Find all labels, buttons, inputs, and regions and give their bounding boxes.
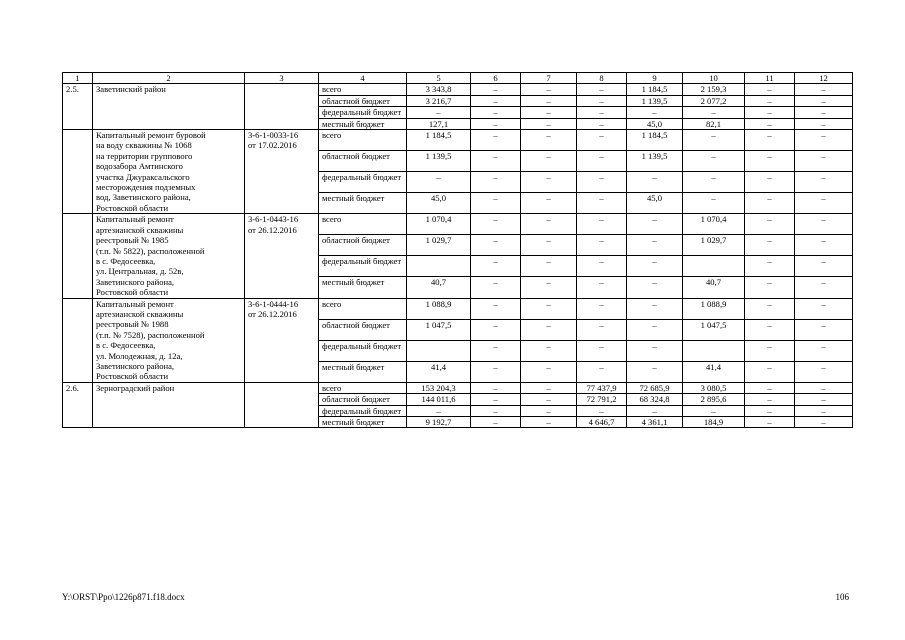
amount-cell: – (627, 107, 683, 118)
funding-source-cell: всего (319, 382, 407, 393)
amount-cell: – (745, 340, 795, 361)
amount-cell: – (471, 84, 521, 95)
document-ref-cell: 3-6-1-0443-16 от 26.12.2016 (245, 214, 319, 298)
amount-cell: – (745, 298, 795, 319)
funding-source-cell: областной бюджет (319, 319, 407, 340)
funding-source-cell: местный бюджет (319, 277, 407, 298)
document-ref-cell: 3-6-1-0444-16 от 26.12.2016 (245, 298, 319, 382)
amount-cell: 40,7 (407, 277, 471, 298)
amount-cell: – (471, 361, 521, 382)
funding-source-cell: всего (319, 84, 407, 95)
amount-cell: 1 029,7 (683, 235, 745, 256)
amount-cell: – (577, 193, 627, 214)
amount-cell: 72 685,9 (627, 382, 683, 393)
amount-cell: – (627, 235, 683, 256)
file-path: Y:\ORST\Ppo\1226p871.f18.docx (62, 592, 185, 602)
amount-cell: – (471, 405, 521, 416)
page-number: 106 (835, 592, 849, 602)
amount-cell: – (577, 172, 627, 193)
amount-cell (683, 340, 745, 361)
amount-cell: – (471, 193, 521, 214)
amount-cell: – (795, 130, 853, 151)
funding-source-cell: областной бюджет (319, 394, 407, 405)
amount-cell: – (521, 235, 577, 256)
amount-cell: 127,1 (407, 118, 471, 129)
amount-cell: – (577, 130, 627, 151)
table-row (63, 382, 853, 393)
amount-cell: 82,1 (683, 118, 745, 129)
amount-cell: – (683, 151, 745, 172)
amount-cell: 1 184,5 (407, 130, 471, 151)
funding-source-cell: местный бюджет (319, 193, 407, 214)
amount-cell: – (471, 235, 521, 256)
funding-source-cell: областной бюджет (319, 95, 407, 106)
section-number-cell (63, 130, 93, 214)
document-ref-cell (245, 84, 319, 130)
amount-cell: 1 139,5 (627, 151, 683, 172)
amount-cell: – (795, 151, 853, 172)
amount-cell: – (577, 118, 627, 129)
amount-cell: 1 047,5 (407, 319, 471, 340)
column-header: 10 (683, 73, 745, 84)
amount-cell: 2 159,3 (683, 84, 745, 95)
amount-cell: – (745, 193, 795, 214)
amount-cell: – (745, 130, 795, 151)
amount-cell: – (521, 107, 577, 118)
object-name-cell: Капитальный ремонт артезианской скважины реестровый № 1988 (т.п. № 7528), расположенной в с. Федосеевка, ул. Молодежная, д. 12а, Заветинского района, Ростовской области (93, 298, 245, 382)
amount-cell: 9 192,7 (407, 417, 471, 428)
funding-source-cell: местный бюджет (319, 361, 407, 382)
amount-cell: – (577, 84, 627, 95)
table-body (63, 73, 853, 428)
column-header: 11 (745, 73, 795, 84)
amount-cell: – (627, 172, 683, 193)
funding-source-cell: федеральный бюджет (319, 256, 407, 277)
amount-cell: – (627, 405, 683, 416)
amount-cell: – (745, 214, 795, 235)
amount-cell: – (521, 256, 577, 277)
amount-cell: – (407, 172, 471, 193)
amount-cell: 2 077,2 (683, 95, 745, 106)
amount-cell (407, 256, 471, 277)
amount-cell: 1 047,5 (683, 319, 745, 340)
amount-cell: – (745, 394, 795, 405)
amount-cell: – (795, 172, 853, 193)
document-ref-cell (245, 382, 319, 428)
amount-cell: 144 011,6 (407, 394, 471, 405)
amount-cell: – (795, 417, 853, 428)
table-row (63, 298, 853, 319)
amount-cell: – (521, 214, 577, 235)
amount-cell: – (521, 118, 577, 129)
amount-cell: – (795, 214, 853, 235)
amount-cell: – (521, 340, 577, 361)
table-row (63, 214, 853, 235)
column-header: 9 (627, 73, 683, 84)
object-name-cell: Заветинский район (93, 84, 245, 130)
amount-cell: – (521, 95, 577, 106)
amount-cell: – (745, 319, 795, 340)
amount-cell: – (795, 298, 853, 319)
amount-cell: 4 361,1 (627, 417, 683, 428)
column-header: 12 (795, 73, 853, 84)
column-header: 8 (577, 73, 627, 84)
amount-cell: – (627, 298, 683, 319)
amount-cell: – (627, 319, 683, 340)
amount-cell: 4 646,7 (577, 417, 627, 428)
amount-cell: – (795, 277, 853, 298)
amount-cell: 1 139,5 (627, 95, 683, 106)
amount-cell: 3 343,8 (407, 84, 471, 95)
amount-cell: – (521, 172, 577, 193)
amount-cell: 1 029,7 (407, 235, 471, 256)
funding-source-cell: областной бюджет (319, 235, 407, 256)
amount-cell: – (683, 130, 745, 151)
header-row (63, 73, 853, 84)
table-row (63, 84, 853, 95)
amount-cell: – (795, 235, 853, 256)
amount-cell: 2 895,6 (683, 394, 745, 405)
funding-table (62, 72, 853, 428)
amount-cell: – (627, 214, 683, 235)
amount-cell: – (471, 382, 521, 393)
amount-cell: – (471, 256, 521, 277)
column-header: 4 (319, 73, 407, 84)
amount-cell: – (745, 235, 795, 256)
amount-cell: – (521, 361, 577, 382)
amount-cell: – (521, 405, 577, 416)
amount-cell: 45,0 (627, 118, 683, 129)
amount-cell: – (471, 130, 521, 151)
amount-cell: – (521, 417, 577, 428)
object-name-cell: Зерноградский район (93, 382, 245, 428)
amount-cell: – (683, 107, 745, 118)
amount-cell: – (577, 298, 627, 319)
amount-cell: – (577, 151, 627, 172)
column-header: 3 (245, 73, 319, 84)
amount-cell: – (745, 151, 795, 172)
amount-cell: 41,4 (683, 361, 745, 382)
amount-cell: – (627, 277, 683, 298)
amount-cell: – (795, 256, 853, 277)
column-header: 1 (63, 73, 93, 84)
amount-cell: – (745, 172, 795, 193)
amount-cell: 184,9 (683, 417, 745, 428)
funding-source-cell: федеральный бюджет (319, 172, 407, 193)
amount-cell: 1 070,4 (683, 214, 745, 235)
amount-cell: – (521, 382, 577, 393)
amount-cell: – (795, 84, 853, 95)
amount-cell: – (407, 107, 471, 118)
amount-cell: – (521, 193, 577, 214)
amount-cell: 153 204,3 (407, 382, 471, 393)
amount-cell: – (471, 394, 521, 405)
amount-cell: 1 070,4 (407, 214, 471, 235)
amount-cell: – (577, 319, 627, 340)
amount-cell: – (471, 172, 521, 193)
amount-cell: 41,4 (407, 361, 471, 382)
amount-cell: – (745, 84, 795, 95)
amount-cell: – (577, 277, 627, 298)
amount-cell: – (471, 277, 521, 298)
amount-cell: – (521, 130, 577, 151)
amount-cell: – (745, 107, 795, 118)
funding-source-cell: федеральный бюджет (319, 340, 407, 361)
amount-cell: – (407, 405, 471, 416)
object-name-cell: Капитальный ремонт буровой на воду скважины № 1068 на территории группового водозабора Амтинского участка Джураксальского месторождения подземных вод, Заветинского района, Ростовской области (93, 130, 245, 214)
amount-cell: 3 216,7 (407, 95, 471, 106)
amount-cell: 3 080,5 (683, 382, 745, 393)
amount-cell: – (471, 340, 521, 361)
amount-cell: 77 437,9 (577, 382, 627, 393)
amount-cell: – (521, 319, 577, 340)
amount-cell: – (471, 107, 521, 118)
amount-cell (683, 256, 745, 277)
amount-cell: – (577, 95, 627, 106)
document-ref-cell: 3-6-1-0033-16 от 17.02.2016 (245, 130, 319, 214)
funding-source-cell: всего (319, 130, 407, 151)
amount-cell: 68 324,8 (627, 394, 683, 405)
funding-source-cell: федеральный бюджет (319, 107, 407, 118)
section-number-cell: 2.5. (63, 84, 93, 130)
funding-source-cell: областной бюджет (319, 151, 407, 172)
amount-cell: – (745, 277, 795, 298)
funding-source-cell: местный бюджет (319, 417, 407, 428)
amount-cell: – (795, 107, 853, 118)
amount-cell: – (745, 256, 795, 277)
column-header: 2 (93, 73, 245, 84)
amount-cell: – (745, 361, 795, 382)
amount-cell: – (795, 95, 853, 106)
column-header: 6 (471, 73, 521, 84)
amount-cell: 72 791,2 (577, 394, 627, 405)
funding-source-cell: всего (319, 298, 407, 319)
column-header: 7 (521, 73, 577, 84)
amount-cell: – (795, 382, 853, 393)
amount-cell: – (471, 298, 521, 319)
amount-cell: – (471, 417, 521, 428)
amount-cell: 45,0 (627, 193, 683, 214)
amount-cell: – (795, 193, 853, 214)
amount-cell: – (577, 214, 627, 235)
section-number-cell: 2.6. (63, 382, 93, 428)
amount-cell (407, 340, 471, 361)
amount-cell: – (745, 382, 795, 393)
amount-cell: – (795, 394, 853, 405)
section-number-cell (63, 214, 93, 298)
amount-cell: – (471, 214, 521, 235)
amount-cell: – (795, 361, 853, 382)
table-row (63, 130, 853, 151)
amount-cell: – (577, 235, 627, 256)
amount-cell: 1 088,9 (683, 298, 745, 319)
amount-cell: 1 139,5 (407, 151, 471, 172)
column-header: 5 (407, 73, 471, 84)
amount-cell: – (521, 151, 577, 172)
funding-source-cell: всего (319, 214, 407, 235)
amount-cell: – (795, 340, 853, 361)
amount-cell: – (577, 107, 627, 118)
amount-cell: 1 088,9 (407, 298, 471, 319)
amount-cell: – (577, 340, 627, 361)
amount-cell: 1 184,5 (627, 130, 683, 151)
amount-cell: – (745, 118, 795, 129)
object-name-cell: Капитальный ремонт артезианской скважины реестровый № 1985 (т.п. № 5822), расположенной в с. Федосеевка, ул. Центральная, д. 52в, Заветинского района, Ростовской области (93, 214, 245, 298)
amount-cell: – (745, 417, 795, 428)
amount-cell: 40,7 (683, 277, 745, 298)
amount-cell: – (745, 405, 795, 416)
amount-cell: – (521, 394, 577, 405)
amount-cell: – (627, 361, 683, 382)
amount-cell: – (577, 361, 627, 382)
amount-cell: – (627, 256, 683, 277)
amount-cell: – (521, 298, 577, 319)
amount-cell: – (795, 118, 853, 129)
amount-cell: – (521, 277, 577, 298)
amount-cell: – (521, 84, 577, 95)
amount-cell: – (471, 118, 521, 129)
funding-source-cell: федеральный бюджет (319, 405, 407, 416)
funding-source-cell: местный бюджет (319, 118, 407, 129)
amount-cell: – (683, 405, 745, 416)
amount-cell: – (683, 193, 745, 214)
amount-cell: 1 184,5 (627, 84, 683, 95)
amount-cell: – (471, 319, 521, 340)
amount-cell: – (683, 172, 745, 193)
amount-cell: – (795, 319, 853, 340)
amount-cell: – (577, 256, 627, 277)
amount-cell: – (627, 340, 683, 361)
amount-cell: 45,0 (407, 193, 471, 214)
section-number-cell (63, 298, 93, 382)
amount-cell: – (577, 405, 627, 416)
amount-cell: – (471, 151, 521, 172)
amount-cell: – (795, 405, 853, 416)
amount-cell: – (745, 95, 795, 106)
amount-cell: – (471, 95, 521, 106)
